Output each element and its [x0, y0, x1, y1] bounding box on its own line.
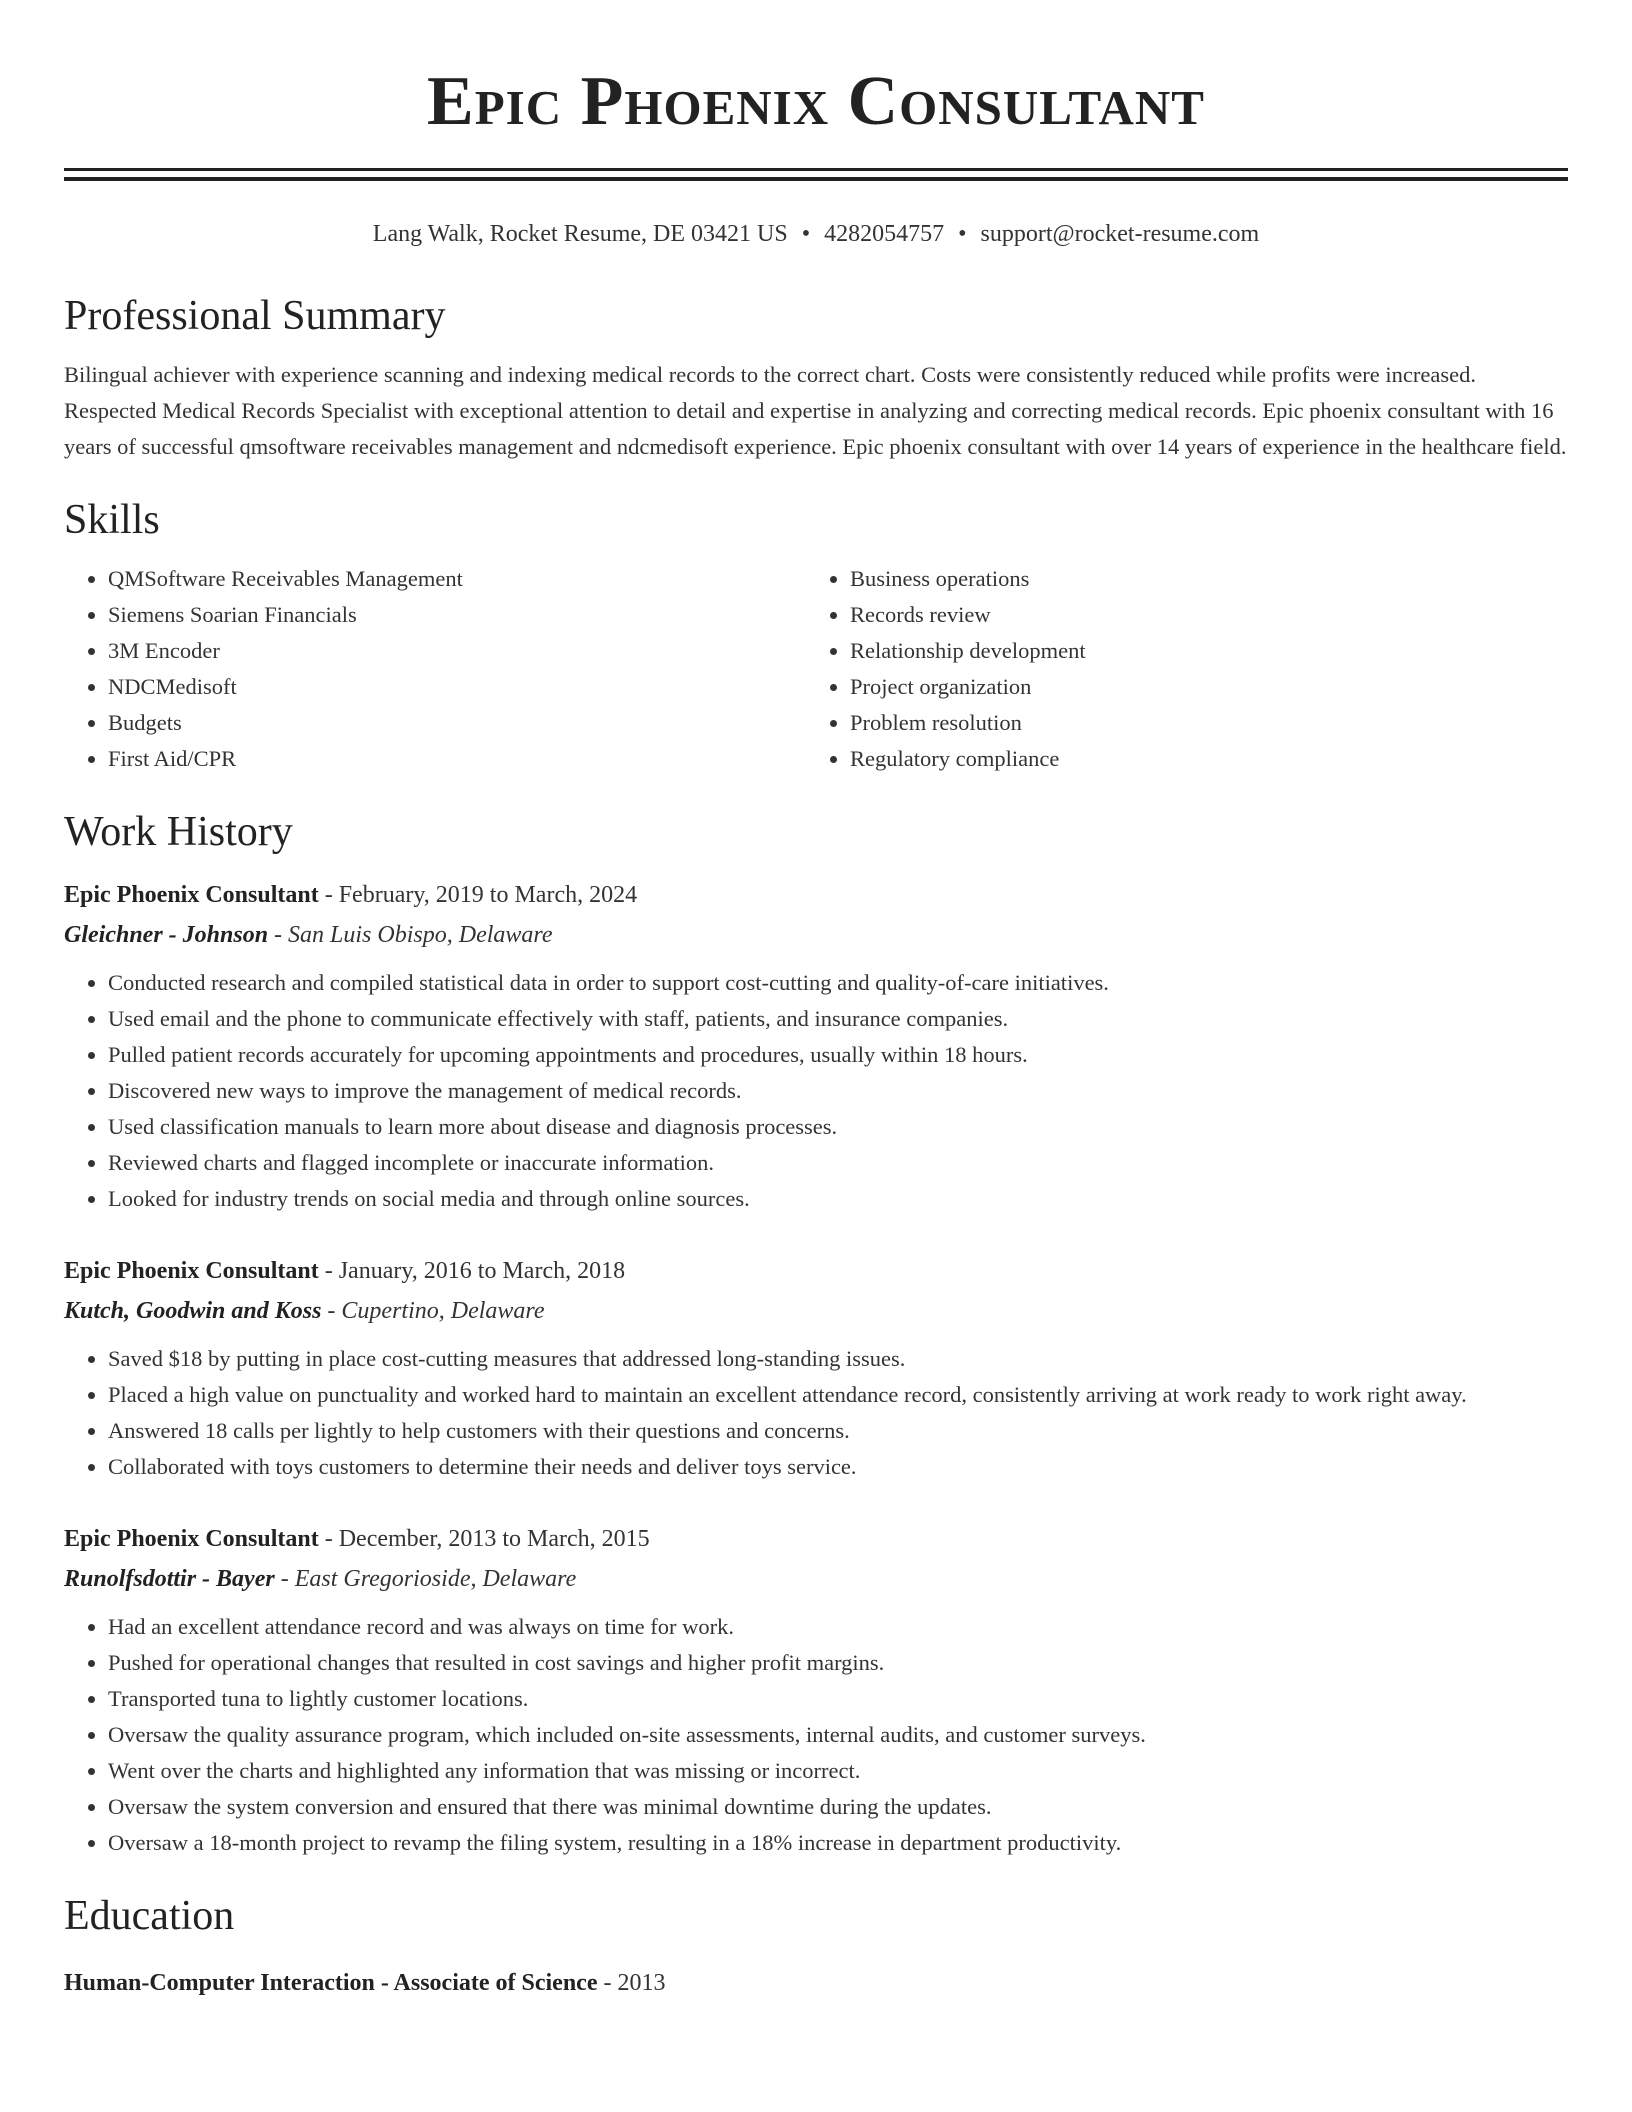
skill-item: • Siemens Soarian Financials	[108, 597, 806, 633]
contact-address: Lang Walk, Rocket Resume, DE 03421 US	[372, 221, 788, 247]
job-entry	[64, 1519, 1568, 1861]
job-dates: - December, 2013 to March, 2015	[318, 1526, 650, 1552]
job-bullets	[64, 965, 1568, 1217]
candidate-name: Epic Phoenix Consultant	[427, 63, 1205, 140]
header-rule-bottom	[64, 177, 1568, 181]
job-location: - Cupertino, Delaware	[321, 1298, 545, 1324]
contact-separator: •	[958, 221, 967, 247]
summary-section	[64, 291, 1568, 465]
job-bullet: • Answered 18 calls per lightly to help customers with their questions and concerns.	[108, 1413, 1568, 1449]
skill-item: • Relationship development	[850, 633, 1548, 669]
contact-separator: •	[801, 221, 811, 247]
work-history-section	[64, 807, 1568, 1861]
skill-item: • Business operations	[850, 561, 1548, 597]
skill-item: • QMSoftware Receivables Management	[108, 561, 806, 597]
job-title: Epic Phoenix Consultant	[64, 1258, 319, 1284]
skill-item: • 3M Encoder	[108, 633, 806, 669]
skill-item: • Regulatory compliance	[850, 741, 1548, 777]
skill-item: • Records review	[850, 597, 1548, 633]
skill-item: • First Aid/CPR	[108, 741, 806, 777]
job-bullet: • Saved $18 by putting in place cost-cutting measures that addressed long-standing issues.	[108, 1341, 1568, 1377]
summary-heading: Professional Summary	[64, 293, 446, 339]
job-dates: - February, 2019 to March, 2024	[318, 882, 638, 908]
job-bullet: • Looked for industry trends on social media and through online sources.	[108, 1181, 1568, 1217]
job-bullet: • Discovered new ways to improve the management of medical records.	[108, 1073, 1568, 1109]
job-bullet: • Collaborated with toys customers to determine their needs and deliver toys service.	[108, 1449, 1568, 1485]
job-bullet: • Oversaw a 18-month project to revamp the filing system, resulting in a 18% increase in department productivity.	[108, 1825, 1568, 1861]
skills-heading: Skills	[64, 497, 160, 543]
education-heading: Education	[64, 1893, 235, 1939]
summary-text: Bilingual achiever with experience scanning and indexing medical records to the correct chart. Costs were consistently reduced while profits were increased. Respected Medical Records Specialist with exceptional attention to detail and expertise in analyzing and correcting medical records. Epic phoenix consultant with 16 years of successful qmsoftware receivables management and ndcmedisoft experience. Epic phoenix consultant with over 14 years of experience in the healthcare field.	[64, 362, 1567, 459]
job-bullets	[64, 1341, 1568, 1485]
job-bullet: • Reviewed charts and flagged incomplete or inaccurate information.	[108, 1145, 1568, 1181]
contact-email: support@rocket-resume.com	[980, 221, 1260, 247]
job-bullet: • Placed a high value on punctuality and worked hard to maintain an excellent attendance record, consistently arriving at work ready to work right away.	[108, 1377, 1568, 1413]
education-degree: Human-Computer Interaction - Associate of Science	[64, 1970, 598, 1996]
job-location: - San Luis Obispo, Delaware	[268, 922, 553, 948]
skill-item: • NDCMedisoft	[108, 669, 806, 705]
job-bullet: • Used classification manuals to learn more about disease and diagnosis processes.	[108, 1109, 1568, 1145]
job-company: Runolfsdottir - Bayer	[64, 1566, 275, 1592]
skills-columns	[64, 561, 1568, 777]
job-bullet: • Pulled patient records accurately for upcoming appointments and procedures, usually within 18 hours.	[108, 1037, 1568, 1073]
skills-list-left	[64, 561, 806, 777]
skill-item: • Budgets	[108, 705, 806, 741]
job-bullet: • Used email and the phone to communicate effectively with staff, patients, and insurance companies.	[108, 1001, 1568, 1037]
skills-list-right	[806, 561, 1548, 777]
contact-line	[64, 219, 1568, 249]
job-company-line	[64, 915, 1568, 955]
skills-section	[64, 495, 1568, 777]
header-rule-top	[64, 168, 1568, 171]
job-bullet: • Oversaw the system conversion and ensured that there was minimal downtime during the updates.	[108, 1789, 1568, 1825]
education-entry	[64, 1965, 1568, 2001]
job-dates: - January, 2016 to March, 2018	[318, 1258, 626, 1284]
job-title-line	[64, 1251, 1568, 1291]
job-title: Epic Phoenix Consultant	[64, 882, 319, 908]
contact-phone: 4282054757	[824, 221, 945, 247]
education-year: - 2013	[597, 1970, 666, 1996]
job-company: Gleichner - Johnson	[64, 922, 269, 948]
job-company-line	[64, 1291, 1568, 1331]
job-entry	[64, 875, 1568, 1217]
job-bullet: • Oversaw the quality assurance program, which included on-site assessments, internal audits, and customer surveys.	[108, 1717, 1568, 1753]
job-title: Epic Phoenix Consultant	[64, 1526, 319, 1552]
job-title-line	[64, 1519, 1568, 1559]
job-company-line	[64, 1559, 1568, 1599]
job-bullet: • Transported tuna to lightly customer locations.	[108, 1681, 1568, 1717]
skill-item: • Problem resolution	[850, 705, 1548, 741]
job-bullets	[64, 1609, 1568, 1861]
work-history-heading: Work History	[64, 809, 293, 855]
job-bullet: • Conducted research and compiled statistical data in order to support cost-cutting and quality-of-care initiatives.	[108, 965, 1568, 1001]
education-section	[64, 1891, 1568, 2001]
skill-item: • Project organization	[850, 669, 1548, 705]
job-title-line	[64, 875, 1568, 915]
job-bullet: • Went over the charts and highlighted any information that was missing or incorrect.	[108, 1753, 1568, 1789]
job-location: - East Gregorioside, Delaware	[274, 1566, 577, 1592]
job-entry	[64, 1251, 1568, 1485]
job-company: Kutch, Goodwin and Koss	[64, 1298, 322, 1324]
job-bullet: • Had an excellent attendance record and was always on time for work.	[108, 1609, 1568, 1645]
job-bullet: • Pushed for operational changes that resulted in cost savings and higher profit margins.	[108, 1645, 1568, 1681]
